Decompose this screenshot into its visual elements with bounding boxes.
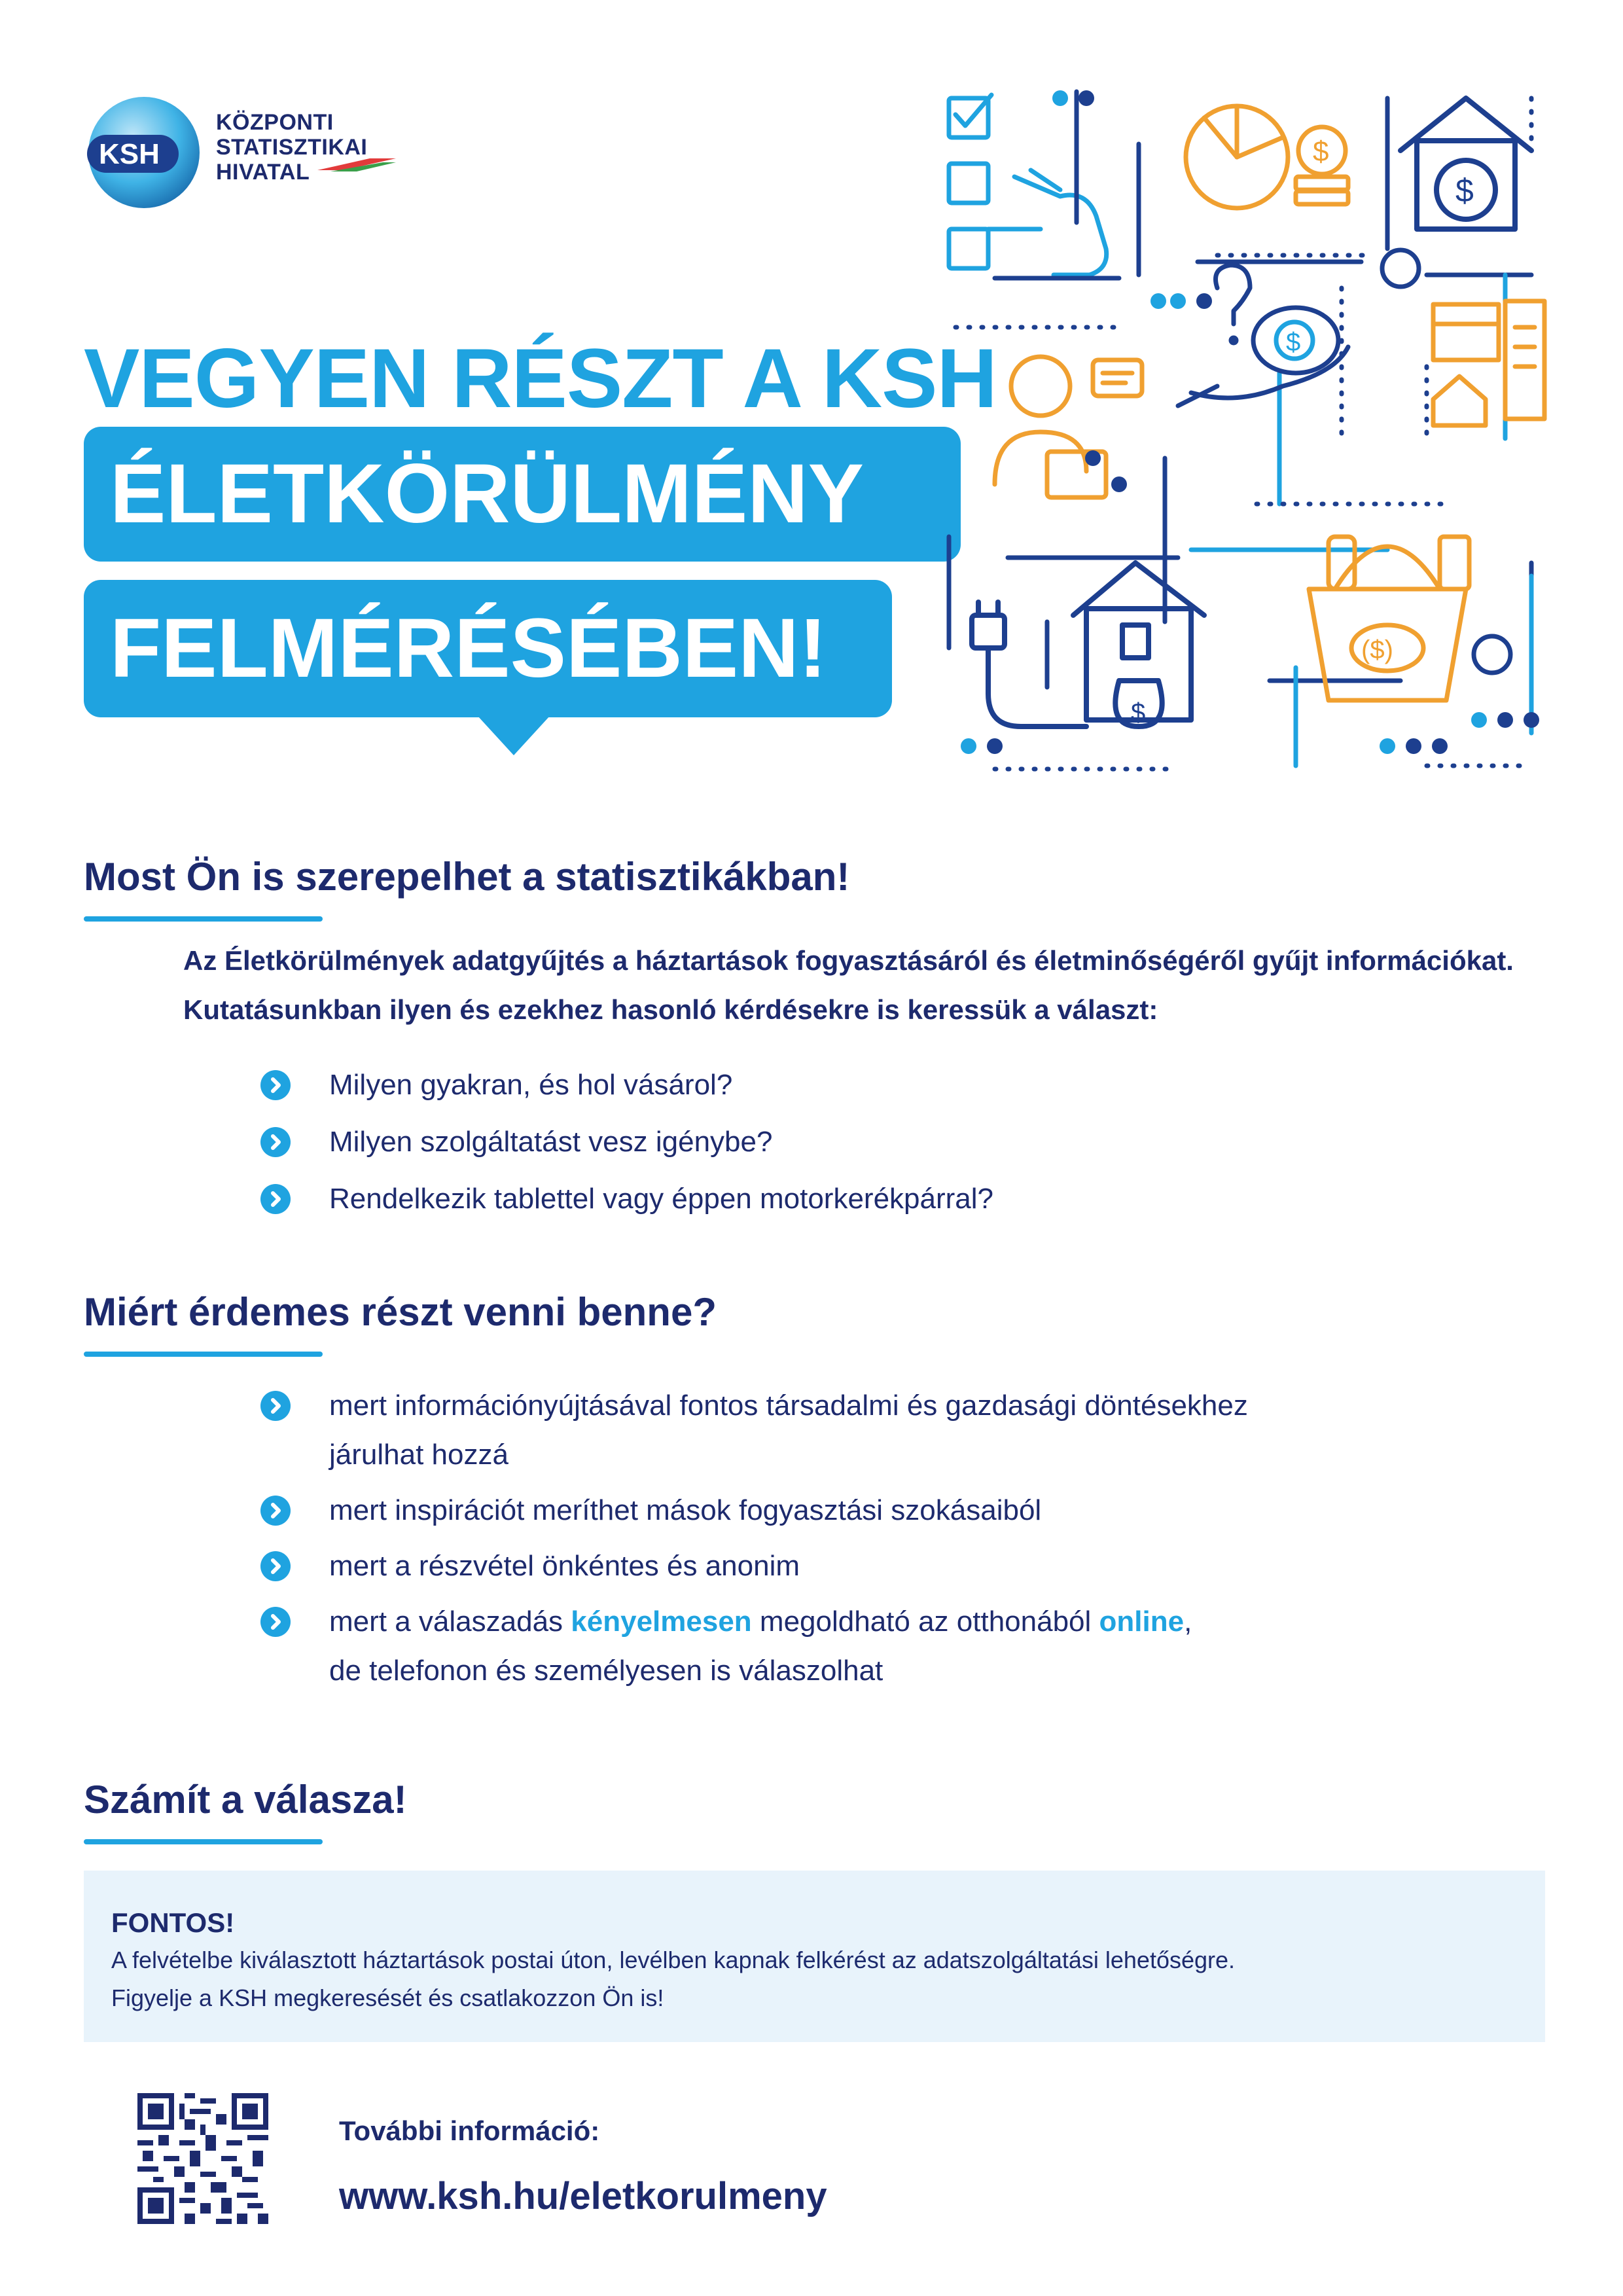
svg-text:$: $ <box>1131 698 1146 727</box>
list-item: Milyen gyakran, és hol vásárol? <box>260 1060 1504 1109</box>
chevron-right-icon <box>260 1551 291 1581</box>
ksh-logo-badge-icon <box>82 90 206 215</box>
section2-bullet-list <box>260 1381 1504 1695</box>
section1-heading: Most Ön is szerepelhet a statisztikákban! <box>84 855 850 899</box>
title-line-3: FELMÉRÉSÉBEN! <box>84 580 892 717</box>
list-item: mert a részvétel önkéntes és anonim <box>260 1541 1504 1590</box>
list-item: Milyen szolgáltatást vesz igénybe? <box>260 1117 1504 1166</box>
svg-text:KSH: KSH <box>99 138 160 170</box>
section3-heading: Számít a válasza! <box>84 1778 407 1821</box>
title-line-2: ÉLETKÖRÜLMÉNY <box>84 427 961 562</box>
chevron-right-icon <box>260 1127 291 1157</box>
chevron-right-icon <box>260 1070 291 1100</box>
notice-line-2: Figyelje a KSH megkeresését és csatlakozzon Ön is! <box>111 1984 664 2011</box>
section2-heading: Miért érdemes részt venni benne? <box>84 1290 717 1334</box>
logo-text: KÖZPONTI STATISZTIKAI HIVATAL <box>216 110 368 185</box>
ksh-logo <box>82 90 383 215</box>
list-item: mert a válaszadás kényelmesen megoldható az otthonából online, de telefonon és személyesen is válaszolhat <box>260 1597 1504 1695</box>
list-item: mert információnyújtásával fontos társadalmi és gazdasági döntésekhez járulhat hozzá <box>260 1381 1291 1479</box>
notice-title: FONTOS! <box>111 1907 235 1938</box>
important-notice-box <box>84 1871 1545 2042</box>
highlight-online: online <box>1099 1605 1185 1638</box>
svg-text:$: $ <box>1313 135 1329 168</box>
chevron-right-icon <box>260 1391 291 1421</box>
title-line-1: VEGYEN RÉSZT A KSH <box>84 332 997 425</box>
notice-line-1: A felvételbe kiválasztott háztartások postai úton, levélben kapnak felkérést az adatszolgáltatási lehetőségre. <box>111 1946 1236 1973</box>
section2-underline <box>84 1352 323 1357</box>
chevron-right-icon <box>260 1184 291 1214</box>
list-item: Rendelkezik tablettel vagy éppen motorkerékpárral? <box>260 1174 1504 1223</box>
flag-stripe-icon <box>317 158 396 171</box>
svg-text:$: $ <box>1455 172 1474 209</box>
chevron-right-icon <box>260 1607 291 1637</box>
section1-intro: Az Életkörülmények adatgyűjtés a háztartások fogyasztásáról és életminőségéről gyűjt információkat. Kutatásunkban ilyen és ezekhez hasonló kérdésekre is keressük a választ: <box>183 945 1514 1025</box>
list-item: mert inspirációt meríthet mások fogyasztási szokásaiból <box>260 1486 1504 1535</box>
chevron-right-icon <box>260 1496 291 1526</box>
more-info-link[interactable]: www.ksh.hu/eletkorulmeny <box>339 2175 827 2217</box>
household-illustration-icon <box>929 79 1558 785</box>
section3-underline <box>84 1839 323 1844</box>
section1-bullet-list <box>260 1060 1504 1223</box>
highlight-kenyelmesen: kényelmesen <box>571 1605 752 1638</box>
section1-underline <box>84 916 323 922</box>
more-info-label: További információ: <box>339 2115 600 2146</box>
svg-text:($): ($) <box>1361 636 1393 664</box>
qr-code-icon[interactable] <box>137 2093 268 2224</box>
speech-bubble-tail <box>478 716 550 755</box>
svg-text:$: $ <box>1286 328 1301 357</box>
